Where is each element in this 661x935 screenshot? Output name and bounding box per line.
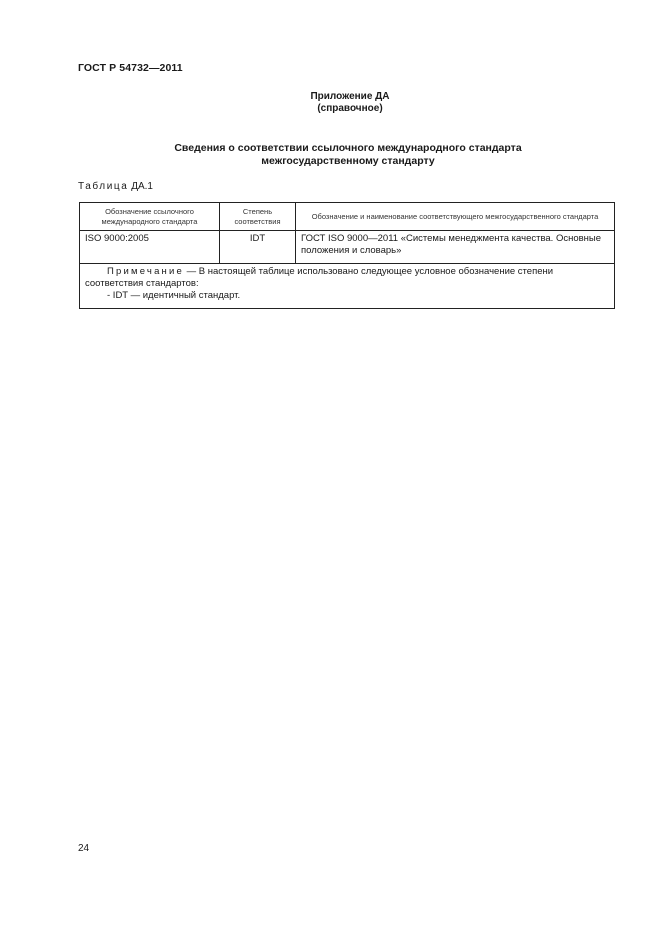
column-header-intl-standard: Обозначение ссылочного международного стандарта — [80, 203, 220, 231]
table-header-row — [80, 203, 615, 231]
note-text: — В настоящей таблице использовано следующее условное обозначение степени соответствия стандартов: — [85, 266, 554, 289]
table-caption-number: ДА.1 — [131, 181, 153, 192]
document-code: ГОСТ Р 54732—2011 — [78, 62, 183, 74]
table-note — [80, 264, 615, 309]
table-row — [80, 231, 615, 264]
table-caption-word: Таблица — [78, 181, 129, 192]
note-item: - IDT — идентичный стандарт. — [107, 290, 241, 301]
annex-heading-line-2: межгосударственному стандарту — [261, 155, 435, 167]
table-note-row — [80, 264, 615, 309]
annex-heading-line-1: Сведения о соответствии ссылочного международного стандарта — [174, 142, 522, 154]
annex-header — [200, 91, 500, 115]
page-number: 24 — [78, 843, 90, 854]
cell-degree: IDT — [220, 231, 296, 264]
column-header-degree: Степень соответствия — [220, 203, 296, 231]
correspondence-table — [79, 202, 615, 309]
annex-heading — [110, 142, 586, 168]
cell-intl-standard: ISO 9000:2005 — [80, 231, 220, 264]
table-caption — [78, 181, 153, 192]
cell-national-standard: ГОСТ ISO 9000—2011 «Системы менеджмента качества. Основные положения и словарь» — [296, 231, 615, 264]
column-header-national-standard: Обозначение и наименование соответствующего межгосударственного стандарта — [296, 203, 615, 231]
annex-title: Приложение ДА — [310, 91, 390, 102]
annex-status: (справочное) — [317, 103, 383, 114]
note-lead: Примечание — [107, 266, 184, 277]
